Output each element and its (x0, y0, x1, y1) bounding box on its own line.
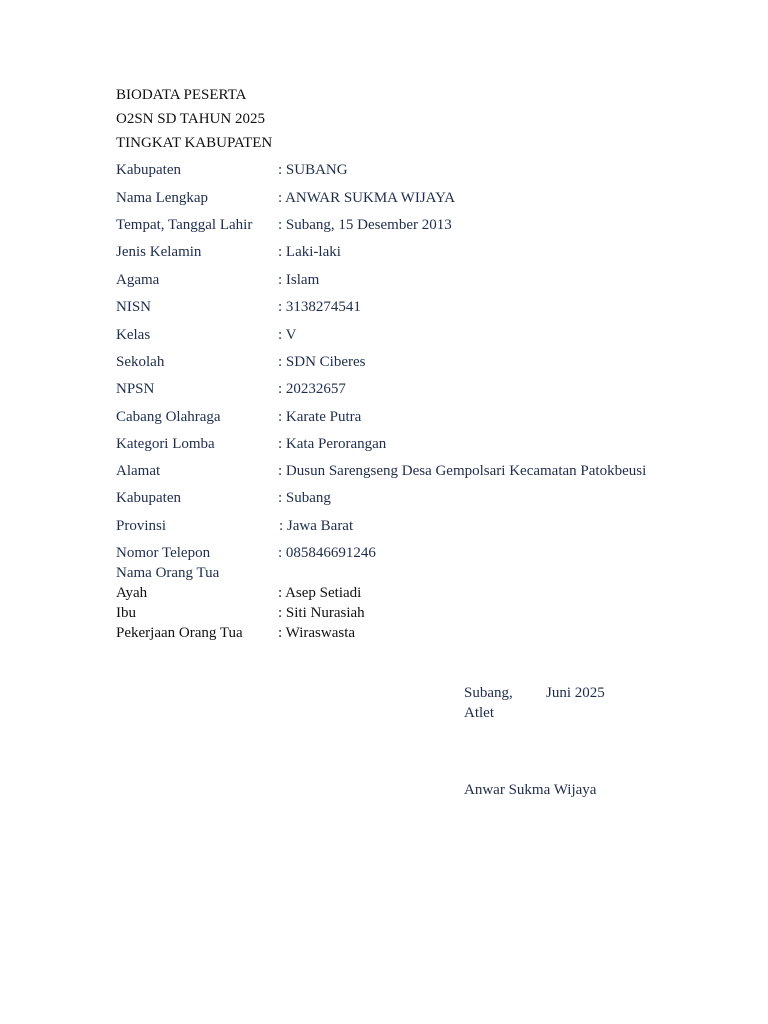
field-value: : V (278, 327, 297, 343)
field-row (116, 244, 736, 264)
field-value: : Karate Putra (278, 409, 362, 425)
field-label: Ayah (116, 585, 148, 601)
parents-section-label (116, 565, 736, 585)
field-label: Nama Lengkap (116, 190, 209, 206)
field-row (116, 190, 736, 210)
field-row (116, 545, 736, 565)
field-row (116, 463, 736, 483)
field-label: Kabupaten (116, 162, 181, 178)
field-label: Jenis Kelamin (116, 244, 202, 260)
field-row (116, 518, 736, 538)
field-row (116, 436, 736, 456)
parent-row (116, 585, 736, 605)
field-label: Cabang Olahraga (116, 409, 221, 425)
field-value: : SUBANG (278, 162, 348, 178)
parent-row (116, 625, 736, 645)
field-value: : Dusun Sarengseng Desa Gempolsari Kecamatan Patokbeusi (278, 463, 647, 479)
field-value: : Kata Perorangan (278, 436, 387, 452)
field-row (116, 217, 736, 237)
field-value: : Laki-laki (278, 244, 341, 260)
signature-date: Juni 2025 (546, 685, 605, 701)
field-label: Agama (116, 272, 160, 288)
field-row (116, 299, 736, 319)
field-label: Pekerjaan Orang Tua (116, 625, 243, 641)
parent-row (116, 605, 736, 625)
event-title: O2SN SD TAHUN 2025 (116, 111, 265, 127)
field-value: : Subang (278, 490, 331, 506)
signature-name: Anwar Sukma Wijaya (464, 782, 597, 798)
signature-role: Atlet (464, 705, 494, 721)
field-label: Provinsi (116, 518, 167, 534)
field-row (116, 490, 736, 510)
field-label: Nomor Telepon (116, 545, 211, 561)
level-title: TINGKAT KABUPATEN (116, 135, 273, 151)
field-value: : ANWAR SUKMA WIJAYA (278, 190, 456, 206)
field-value: : Subang, 15 Desember 2013 (278, 217, 452, 233)
field-label: NISN (116, 299, 152, 315)
signature-place: Subang, (464, 685, 513, 701)
field-label: Ibu (116, 605, 136, 621)
field-value: : Siti Nurasiah (278, 605, 365, 621)
field-value: : SDN Ciberes (278, 354, 366, 370)
field-label: Kelas (116, 327, 151, 343)
field-row (116, 409, 736, 429)
field-row (116, 272, 736, 292)
field-label: Nama Orang Tua (116, 565, 220, 581)
field-label: Tempat, Tanggal Lahir (116, 217, 253, 233)
field-label: Alamat (116, 463, 161, 479)
field-row (116, 381, 736, 401)
field-value: : Islam (278, 272, 320, 288)
field-row (116, 354, 736, 374)
field-value: : Wiraswasta (278, 625, 356, 641)
field-value: : 3138274541 (278, 299, 361, 315)
field-value: : 085846691246 (278, 545, 376, 561)
field-label: Kabupaten (116, 490, 181, 506)
field-label: Kategori Lomba (116, 436, 215, 452)
document-title: BIODATA PESERTA (116, 87, 247, 103)
field-value: : Jawa Barat (279, 518, 354, 534)
field-row (116, 327, 736, 347)
field-label: Sekolah (116, 354, 165, 370)
field-row (116, 162, 736, 182)
field-value: : Asep Setiadi (278, 585, 362, 601)
field-label: NPSN (116, 381, 155, 397)
field-value: : 20232657 (278, 381, 346, 397)
